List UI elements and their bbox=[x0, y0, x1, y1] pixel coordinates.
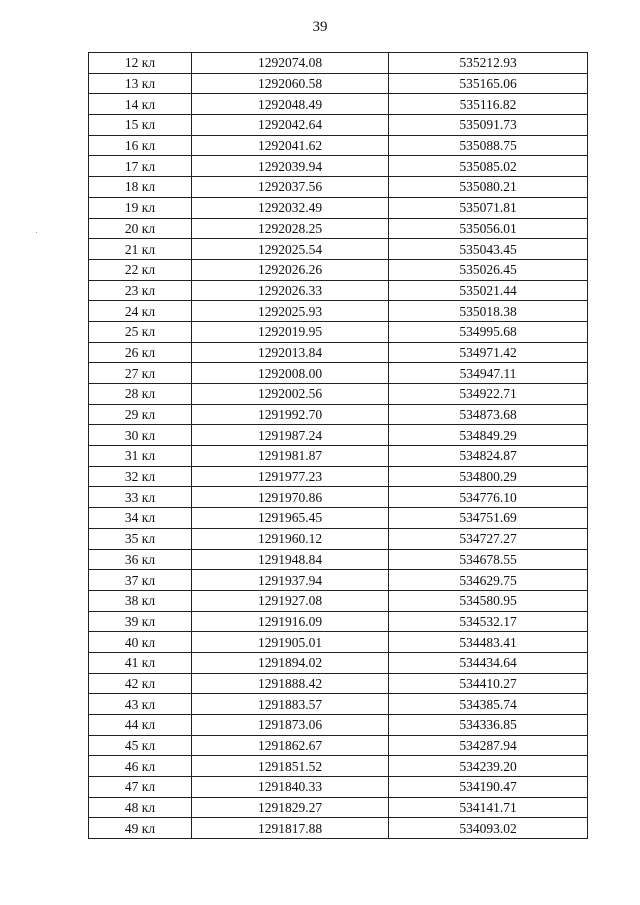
table-row bbox=[89, 404, 588, 425]
y-coordinate-cell: 534922.71 bbox=[389, 384, 588, 405]
x-coordinate-cell: 1292026.26 bbox=[192, 259, 389, 280]
point-label-cell: 22 кл bbox=[89, 259, 192, 280]
point-label-cell: 21 кл bbox=[89, 239, 192, 260]
point-label-cell: 18 кл bbox=[89, 177, 192, 198]
table-row bbox=[89, 156, 588, 177]
point-label-cell: 38 кл bbox=[89, 590, 192, 611]
x-coordinate-cell: 1292019.95 bbox=[192, 321, 389, 342]
y-coordinate-cell: 534434.64 bbox=[389, 652, 588, 673]
table-row bbox=[89, 652, 588, 673]
x-coordinate-cell: 1291992.70 bbox=[192, 404, 389, 425]
table-row bbox=[89, 487, 588, 508]
table-row bbox=[89, 259, 588, 280]
y-coordinate-cell: 534141.71 bbox=[389, 797, 588, 818]
point-label-cell: 34 кл bbox=[89, 508, 192, 529]
table-row bbox=[89, 446, 588, 467]
point-label-cell: 46 кл bbox=[89, 756, 192, 777]
table-row bbox=[89, 570, 588, 591]
point-label-cell: 17 кл bbox=[89, 156, 192, 177]
x-coordinate-cell: 1291948.84 bbox=[192, 549, 389, 570]
point-label-cell: 31 кл bbox=[89, 446, 192, 467]
x-coordinate-cell: 1292025.93 bbox=[192, 301, 389, 322]
point-label-cell: 12 кл bbox=[89, 53, 192, 74]
y-coordinate-cell: 535116.82 bbox=[389, 94, 588, 115]
point-label-cell: 35 кл bbox=[89, 528, 192, 549]
x-coordinate-cell: 1291987.24 bbox=[192, 425, 389, 446]
x-coordinate-cell: 1292008.00 bbox=[192, 363, 389, 384]
point-label-cell: 39 кл bbox=[89, 611, 192, 632]
table-row bbox=[89, 363, 588, 384]
table-row bbox=[89, 611, 588, 632]
x-coordinate-cell: 1291862.67 bbox=[192, 735, 389, 756]
point-label-cell: 49 кл bbox=[89, 818, 192, 839]
y-coordinate-cell: 535080.21 bbox=[389, 177, 588, 198]
x-coordinate-cell: 1291883.57 bbox=[192, 694, 389, 715]
x-coordinate-cell: 1291873.06 bbox=[192, 715, 389, 736]
x-coordinate-cell: 1291888.42 bbox=[192, 673, 389, 694]
x-coordinate-cell: 1291829.27 bbox=[192, 797, 389, 818]
table-row bbox=[89, 797, 588, 818]
x-coordinate-cell: 1291851.52 bbox=[192, 756, 389, 777]
point-label-cell: 24 кл bbox=[89, 301, 192, 322]
table-row bbox=[89, 321, 588, 342]
x-coordinate-cell: 1291894.02 bbox=[192, 652, 389, 673]
y-coordinate-cell: 534410.27 bbox=[389, 673, 588, 694]
y-coordinate-cell: 535088.75 bbox=[389, 135, 588, 156]
y-coordinate-cell: 534385.74 bbox=[389, 694, 588, 715]
point-label-cell: 40 кл bbox=[89, 632, 192, 653]
coordinates-table bbox=[88, 52, 588, 839]
x-coordinate-cell: 1291905.01 bbox=[192, 632, 389, 653]
y-coordinate-cell: 535085.02 bbox=[389, 156, 588, 177]
table-row bbox=[89, 218, 588, 239]
y-coordinate-cell: 534873.68 bbox=[389, 404, 588, 425]
point-label-cell: 30 кл bbox=[89, 425, 192, 446]
table-row bbox=[89, 239, 588, 260]
table-row bbox=[89, 177, 588, 198]
y-coordinate-cell: 535212.93 bbox=[389, 53, 588, 74]
point-label-cell: 48 кл bbox=[89, 797, 192, 818]
y-coordinate-cell: 534800.29 bbox=[389, 466, 588, 487]
table-row bbox=[89, 673, 588, 694]
point-label-cell: 13 кл bbox=[89, 73, 192, 94]
point-label-cell: 36 кл bbox=[89, 549, 192, 570]
y-coordinate-cell: 534336.85 bbox=[389, 715, 588, 736]
x-coordinate-cell: 1292028.25 bbox=[192, 218, 389, 239]
point-label-cell: 16 кл bbox=[89, 135, 192, 156]
table-row bbox=[89, 135, 588, 156]
y-coordinate-cell: 535021.44 bbox=[389, 280, 588, 301]
point-label-cell: 32 кл bbox=[89, 466, 192, 487]
table-row bbox=[89, 632, 588, 653]
x-coordinate-cell: 1291960.12 bbox=[192, 528, 389, 549]
table-row bbox=[89, 694, 588, 715]
x-coordinate-cell: 1292002.56 bbox=[192, 384, 389, 405]
table-row bbox=[89, 777, 588, 798]
table-row bbox=[89, 384, 588, 405]
point-label-cell: 27 кл bbox=[89, 363, 192, 384]
x-coordinate-cell: 1292026.33 bbox=[192, 280, 389, 301]
y-coordinate-cell: 535091.73 bbox=[389, 115, 588, 136]
y-coordinate-cell: 534849.29 bbox=[389, 425, 588, 446]
x-coordinate-cell: 1292048.49 bbox=[192, 94, 389, 115]
table-row bbox=[89, 466, 588, 487]
y-coordinate-cell: 535018.38 bbox=[389, 301, 588, 322]
x-coordinate-cell: 1291970.86 bbox=[192, 487, 389, 508]
x-coordinate-cell: 1292039.94 bbox=[192, 156, 389, 177]
x-coordinate-cell: 1292025.54 bbox=[192, 239, 389, 260]
y-coordinate-cell: 534971.42 bbox=[389, 342, 588, 363]
point-label-cell: 44 кл bbox=[89, 715, 192, 736]
point-label-cell: 19 кл bbox=[89, 197, 192, 218]
y-coordinate-cell: 534727.27 bbox=[389, 528, 588, 549]
y-coordinate-cell: 534678.55 bbox=[389, 549, 588, 570]
x-coordinate-cell: 1292060.58 bbox=[192, 73, 389, 94]
y-coordinate-cell: 535056.01 bbox=[389, 218, 588, 239]
y-coordinate-cell: 534947.11 bbox=[389, 363, 588, 384]
table-row bbox=[89, 280, 588, 301]
x-coordinate-cell: 1292032.49 bbox=[192, 197, 389, 218]
table-row bbox=[89, 549, 588, 570]
x-coordinate-cell: 1291981.87 bbox=[192, 446, 389, 467]
point-label-cell: 41 кл bbox=[89, 652, 192, 673]
point-label-cell: 33 кл bbox=[89, 487, 192, 508]
x-coordinate-cell: 1291977.23 bbox=[192, 466, 389, 487]
point-label-cell: 23 кл bbox=[89, 280, 192, 301]
table-row bbox=[89, 425, 588, 446]
x-coordinate-cell: 1291927.08 bbox=[192, 590, 389, 611]
table-row bbox=[89, 508, 588, 529]
table-row bbox=[89, 342, 588, 363]
y-coordinate-cell: 535026.45 bbox=[389, 259, 588, 280]
point-label-cell: 29 кл bbox=[89, 404, 192, 425]
coordinates-table-body bbox=[89, 53, 588, 839]
y-coordinate-cell: 534239.20 bbox=[389, 756, 588, 777]
y-coordinate-cell: 535071.81 bbox=[389, 197, 588, 218]
table-row bbox=[89, 735, 588, 756]
y-coordinate-cell: 534751.69 bbox=[389, 508, 588, 529]
y-coordinate-cell: 534629.75 bbox=[389, 570, 588, 591]
table-row bbox=[89, 756, 588, 777]
x-coordinate-cell: 1291916.09 bbox=[192, 611, 389, 632]
table-row bbox=[89, 715, 588, 736]
point-label-cell: 45 кл bbox=[89, 735, 192, 756]
page-number: 39 bbox=[312, 19, 328, 35]
table-row bbox=[89, 197, 588, 218]
x-coordinate-cell: 1291817.88 bbox=[192, 818, 389, 839]
y-coordinate-cell: 534995.68 bbox=[389, 321, 588, 342]
point-label-cell: 15 кл bbox=[89, 115, 192, 136]
y-coordinate-cell: 534093.02 bbox=[389, 818, 588, 839]
point-label-cell: 28 кл bbox=[89, 384, 192, 405]
y-coordinate-cell: 534483.41 bbox=[389, 632, 588, 653]
table-row bbox=[89, 818, 588, 839]
x-coordinate-cell: 1291965.45 bbox=[192, 508, 389, 529]
x-coordinate-cell: 1291840.33 bbox=[192, 777, 389, 798]
point-label-cell: 43 кл bbox=[89, 694, 192, 715]
y-coordinate-cell: 534580.95 bbox=[389, 590, 588, 611]
table-row bbox=[89, 301, 588, 322]
point-label-cell: 20 кл bbox=[89, 218, 192, 239]
scan-speck bbox=[36, 232, 37, 233]
x-coordinate-cell: 1292013.84 bbox=[192, 342, 389, 363]
point-label-cell: 25 кл bbox=[89, 321, 192, 342]
point-label-cell: 26 кл bbox=[89, 342, 192, 363]
y-coordinate-cell: 534776.10 bbox=[389, 487, 588, 508]
point-label-cell: 14 кл bbox=[89, 94, 192, 115]
point-label-cell: 47 кл bbox=[89, 777, 192, 798]
table-row bbox=[89, 73, 588, 94]
point-label-cell: 42 кл bbox=[89, 673, 192, 694]
y-coordinate-cell: 534287.94 bbox=[389, 735, 588, 756]
x-coordinate-cell: 1292074.08 bbox=[192, 53, 389, 74]
y-coordinate-cell: 535043.45 bbox=[389, 239, 588, 260]
y-coordinate-cell: 535165.06 bbox=[389, 73, 588, 94]
x-coordinate-cell: 1291937.94 bbox=[192, 570, 389, 591]
y-coordinate-cell: 534824.87 bbox=[389, 446, 588, 467]
point-label-cell: 37 кл bbox=[89, 570, 192, 591]
y-coordinate-cell: 534190.47 bbox=[389, 777, 588, 798]
table-row bbox=[89, 115, 588, 136]
y-coordinate-cell: 534532.17 bbox=[389, 611, 588, 632]
table-row bbox=[89, 53, 588, 74]
x-coordinate-cell: 1292037.56 bbox=[192, 177, 389, 198]
x-coordinate-cell: 1292041.62 bbox=[192, 135, 389, 156]
table-row bbox=[89, 94, 588, 115]
table-row bbox=[89, 528, 588, 549]
table-row bbox=[89, 590, 588, 611]
x-coordinate-cell: 1292042.64 bbox=[192, 115, 389, 136]
